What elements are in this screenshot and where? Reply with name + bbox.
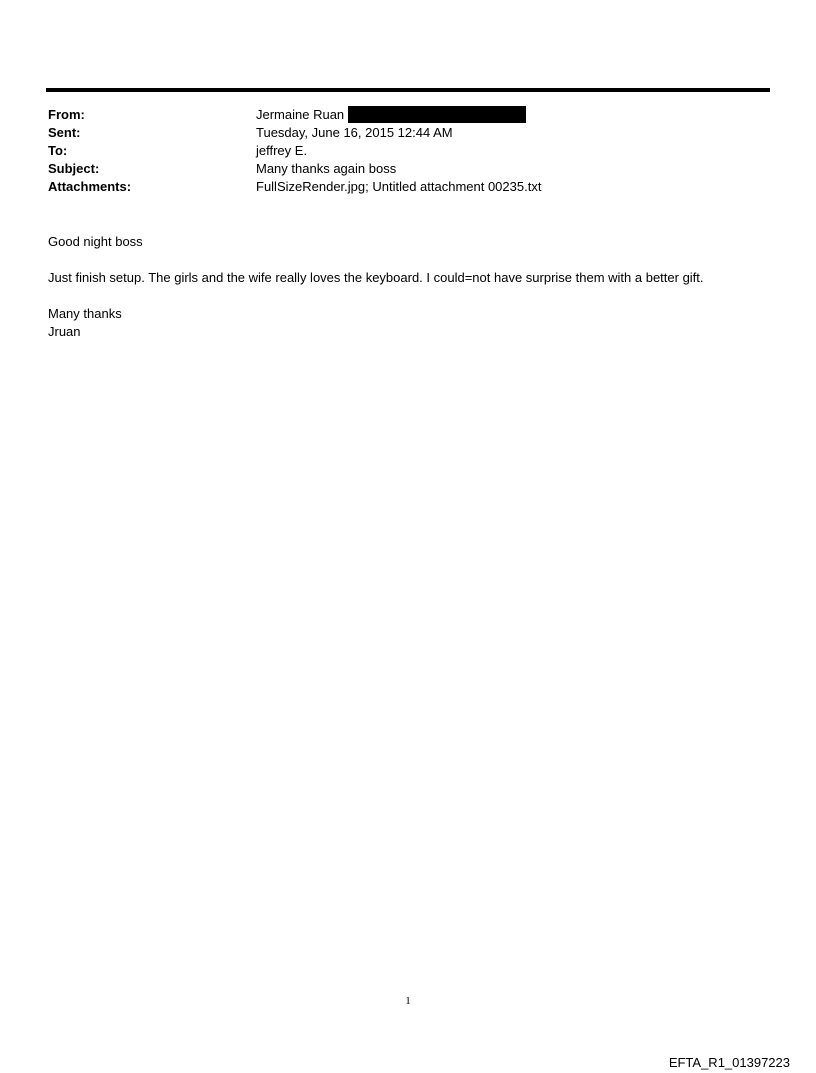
attachments-label: Attachments: — [48, 179, 132, 194]
to-row — [48, 142, 768, 160]
signature: Jruan — [48, 324, 81, 339]
signoff: Many thanks — [48, 306, 122, 321]
greeting: Good night boss — [48, 234, 143, 249]
closing — [48, 305, 768, 341]
header-divider — [46, 88, 770, 92]
sent-row — [48, 124, 768, 142]
attachments-row — [48, 178, 768, 196]
from-value — [256, 106, 526, 124]
subject-label: Subject: — [48, 161, 100, 176]
to-label: To: — [48, 143, 68, 158]
sent-value: Tuesday, June 16, 2015 12:44 AM — [256, 125, 453, 140]
email-header — [48, 106, 768, 196]
from-row — [48, 106, 768, 124]
subject-value: Many thanks again boss — [256, 161, 397, 176]
sender-name: Jermaine Ruan — [256, 107, 345, 122]
document-id: EFTA_R1_01397223 — [668, 1055, 790, 1070]
attachments-value: FullSizeRender.jpg; Untitled attachment 00235.txt — [256, 179, 542, 194]
redaction-block — [348, 106, 526, 123]
sent-label: Sent: — [48, 125, 81, 140]
page-number: 1 — [405, 995, 411, 1007]
subject-row — [48, 160, 768, 178]
email-body — [48, 233, 768, 359]
from-label: From: — [48, 107, 85, 122]
message-text: Just finish setup. The girls and the wife really loves the keyboard. I could=not have surprise them with a better gift. — [48, 270, 704, 285]
to-value: jeffrey E. — [256, 143, 308, 158]
